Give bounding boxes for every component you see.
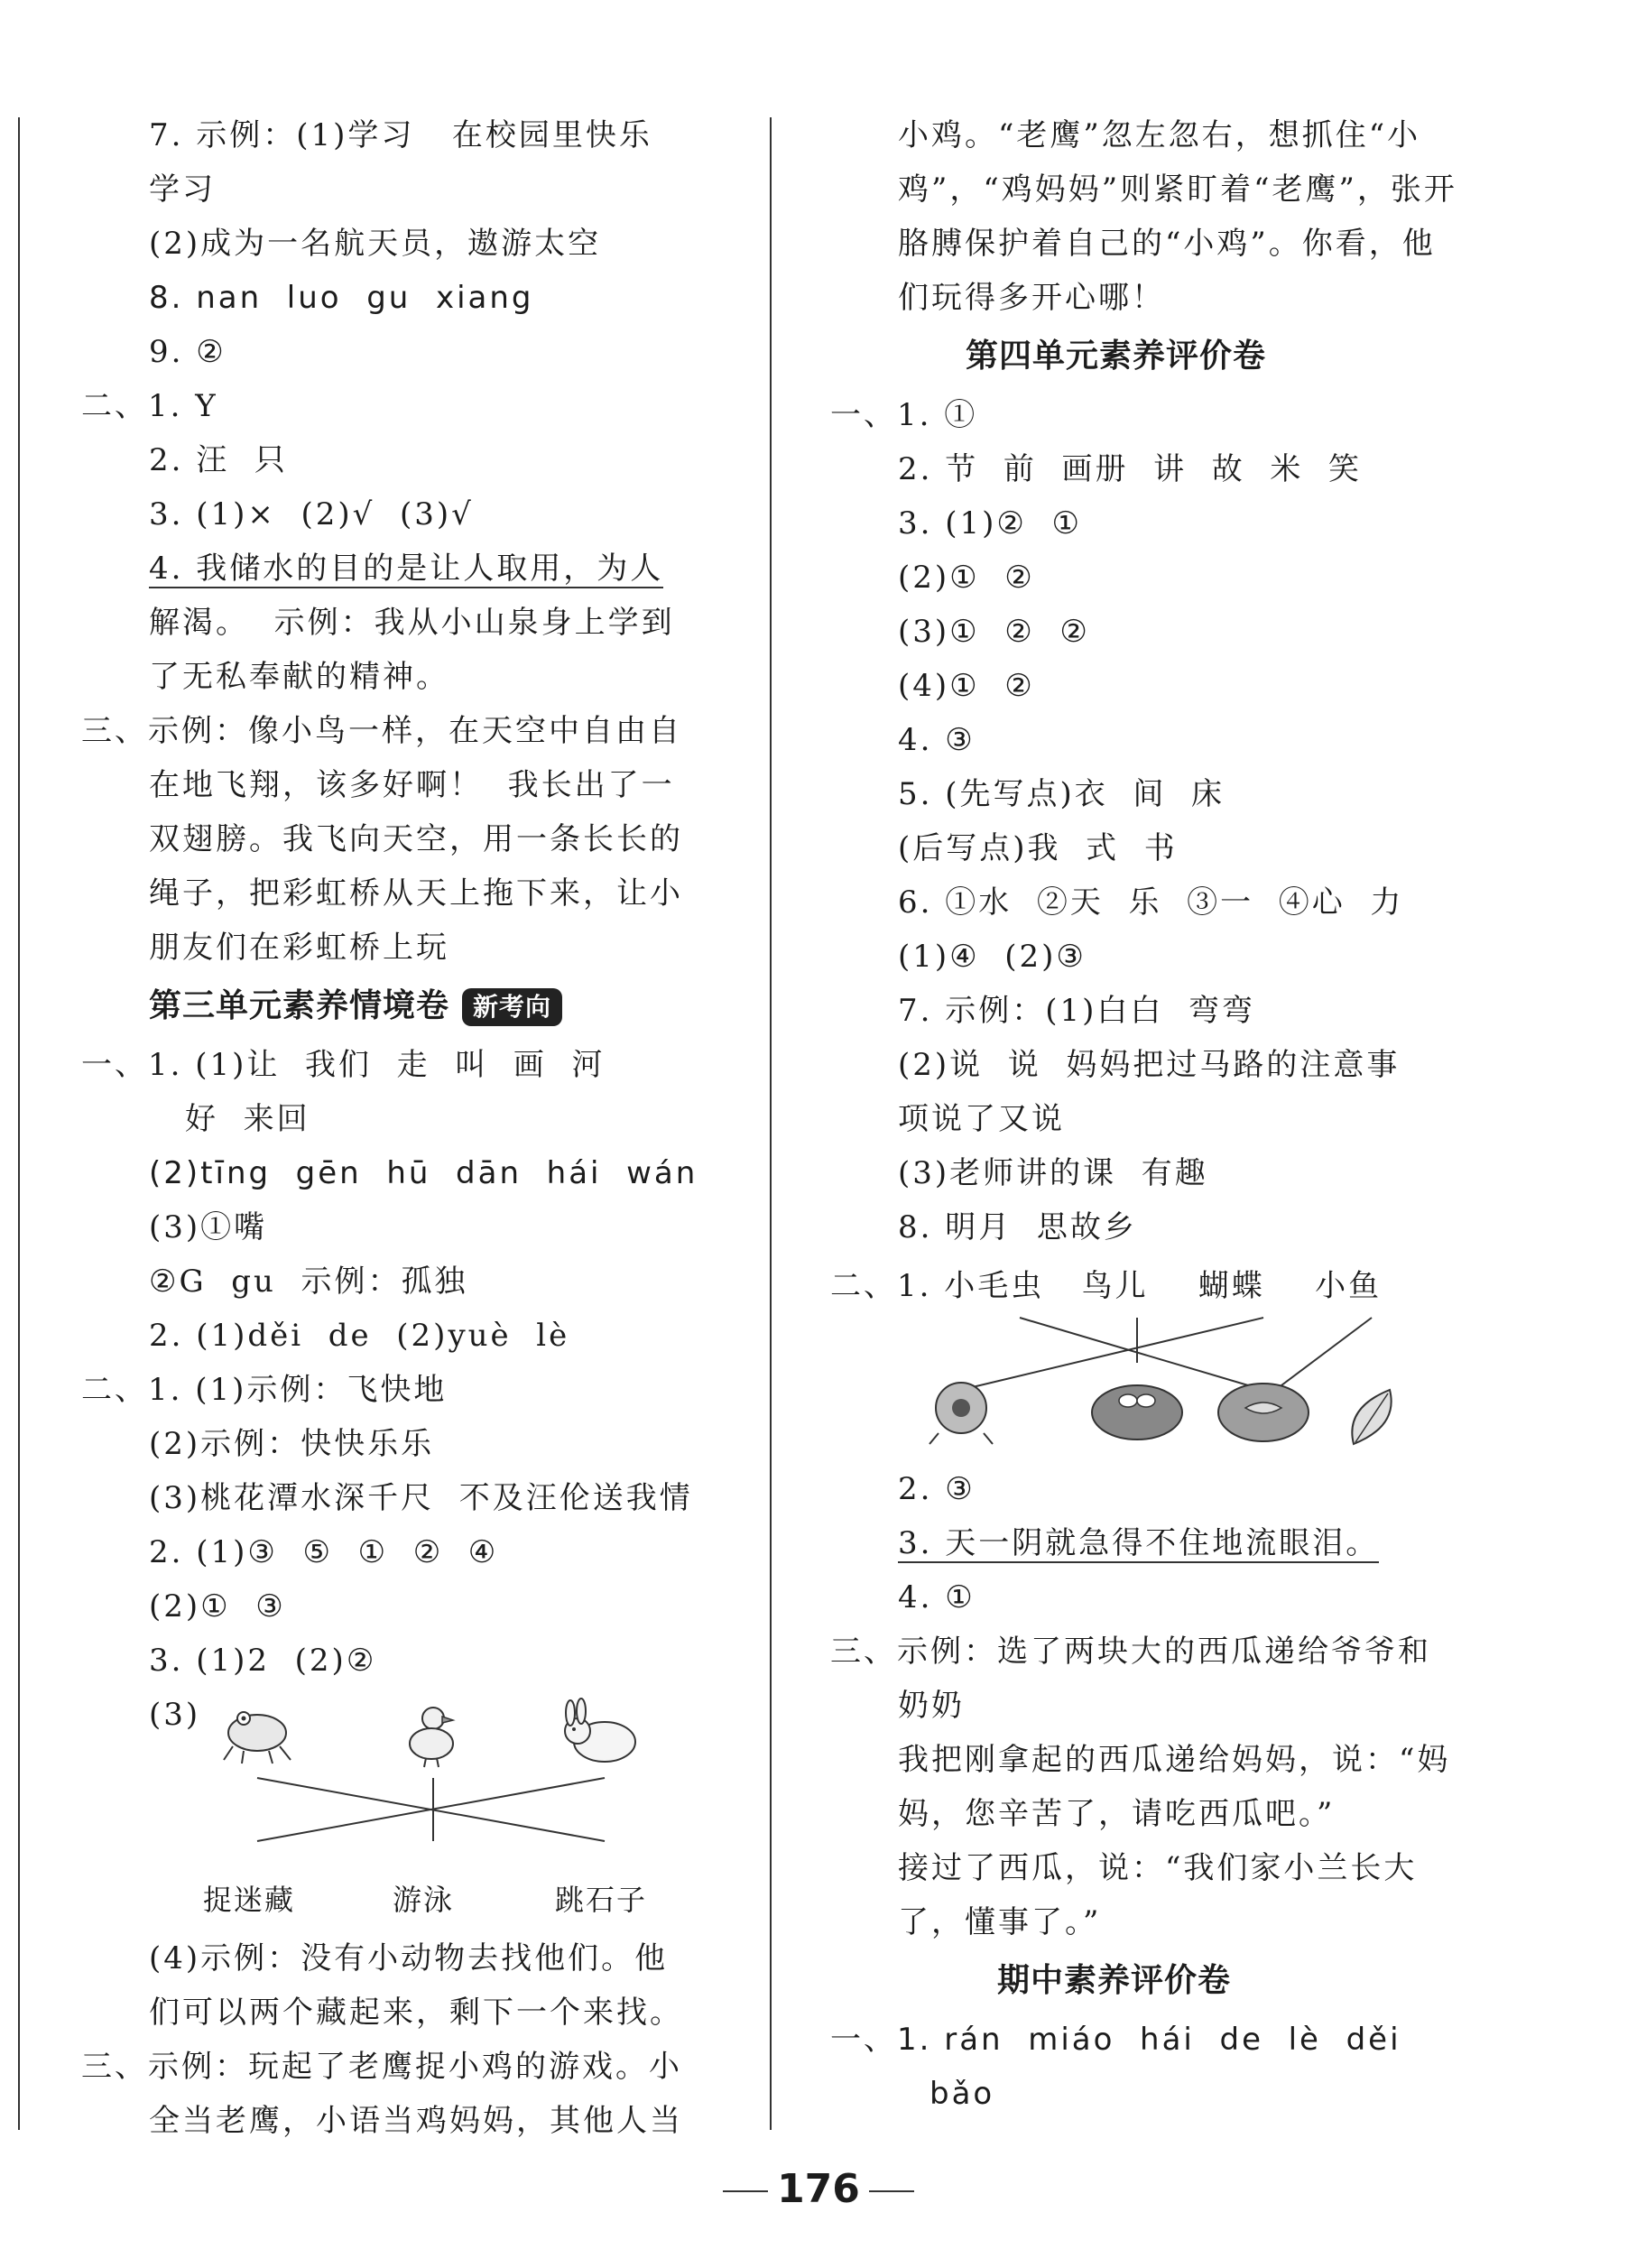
answer-line: (2)① ② (898, 560, 1035, 596)
answer-line: (2)成为一名航天员，遨游太空 (149, 226, 602, 262)
answer-line: 3. (1)2 (2)② (149, 1643, 377, 1679)
answer-line: 解渴。 示例：我从小山泉身上学到 (149, 605, 675, 641)
answer-line: (3)桃花潭水深千尺 不及汪伦送我情 (149, 1480, 693, 1516)
answer-line: 7. 示例：(1)学习 在校园里快乐 (149, 117, 652, 153)
answer-line: 胳膊保护着自己的“小鸡”。你看，他 (898, 226, 1436, 262)
answer-line: 8. nan luo gu xiang (149, 280, 534, 316)
answer-line: 2. 节 前 画册 讲 故 米 笑 (898, 451, 1362, 487)
answer-line: 了无私奉献的精神。 (149, 659, 449, 695)
underlined-answer: 4. 我储水的目的是让人取用，为人 (149, 551, 664, 587)
match-label: 跳石子 (555, 1883, 648, 1917)
new-badge: 新考向 (462, 988, 562, 1026)
answer-line: (3)① ② ② (898, 614, 1090, 650)
leaf-icon (1352, 1390, 1391, 1444)
answer-line: (3)老师讲的课 有趣 (898, 1155, 1208, 1191)
match-line (1020, 1318, 1263, 1390)
rabbit-icon (565, 1699, 635, 1762)
answer-line: 在地飞翔，该多好啊！ 我长出了一 (149, 767, 675, 803)
nest-icon (1092, 1385, 1182, 1439)
answer-line: (2)tīng gēn hū dān hái wán (149, 1155, 698, 1191)
answer-line: 6. ①水 ②天 乐 ③一 ④心 力 (898, 884, 1404, 921)
page-number-text: 176 (777, 2166, 860, 2212)
answer-line (149, 542, 663, 596)
answer-line: (1)④ (2)③ (898, 939, 1087, 975)
answer-line: bǎo (929, 2076, 995, 2112)
section-heading: 第四单元素养评价卷 (966, 338, 1267, 375)
match-label: 捉迷藏 (203, 1883, 296, 1917)
answer-line: (4)① ② (898, 668, 1035, 704)
answer-line: 了，懂事了。” (898, 1904, 1102, 1940)
match-line (961, 1318, 1263, 1390)
creature-match-diagram (920, 1318, 1426, 1453)
answer-line: (2)说 说 妈妈把过马路的注意事 (898, 1047, 1401, 1083)
animal-match-diagram (217, 1706, 650, 1886)
answer-line: 一、1. ① (830, 397, 978, 433)
flower-icon (929, 1383, 993, 1444)
answer-line: ②G gu 示例：孤独 (149, 1264, 468, 1300)
answer-line: 全当老鹰，小语当鸡妈妈，其他人当 (149, 2103, 683, 2139)
answer-line: 奶奶 (898, 1688, 965, 1724)
answer-line: 3. (1)② ① (898, 505, 1082, 542)
section-heading: 期中素养评价卷 (997, 1962, 1232, 1999)
answer-line: 接过了西瓜，说：“我们家小兰长大 (898, 1850, 1418, 1886)
answer-line: 们可以两个藏起来，剩下一个来找。 (149, 1995, 683, 2031)
answer-line: 二、1. Y (81, 388, 218, 424)
answer-line: 三、示例：玩起了老鹰捉小鸡的游戏。小 (81, 2049, 682, 2085)
underlined-answer: 3. 天一阴就急得不住地流眼泪。 (898, 1525, 1380, 1561)
answer-line: 好 来回 (185, 1101, 310, 1137)
dash-right (869, 2190, 914, 2192)
answer-line: 一、1. rán miáo hái de lè děi (830, 2022, 1401, 2058)
answer-line: 绳子，把彩虹桥从天上拖下来，让小 (149, 875, 683, 912)
answer-line: 4. ③ (898, 722, 976, 758)
duckling-icon (410, 1708, 453, 1767)
answer-line: 二、1. 小毛虫 鸟儿 蝴蝶 小鱼 (830, 1268, 1383, 1304)
dash-left (723, 2190, 768, 2192)
answer-line: (3)①嘴 (149, 1209, 268, 1245)
answer-line: 2. (1)děi de (2)yuè lè (149, 1318, 570, 1354)
answer-line: 妈，您辛苦了，请吃西瓜吧。” (898, 1796, 1336, 1832)
column-divider (770, 117, 772, 2130)
answer-line: 9. ② (149, 334, 227, 370)
answer-line: 一、1. (1)让 我们 走 叫 画 河 (81, 1047, 606, 1083)
answer-line: 二、1. (1)示例：飞快地 (81, 1372, 448, 1408)
answer-line: (后写点)我 式 书 (898, 830, 1178, 866)
answer-line: 学习 (149, 171, 216, 208)
answer-line: 4. ① (898, 1579, 976, 1615)
answer-line (898, 1516, 1379, 1570)
section-title: 第三单元素养情境卷 (149, 987, 450, 1024)
answer-line: 小鸡。“老鹰”忽左忽右，想抓住“小 (898, 117, 1421, 153)
answer-line: 5. (先写点)衣 间 床 (898, 776, 1225, 812)
fish-pond-icon (1218, 1384, 1309, 1441)
answer-line: 们玩得多开心哪！ (898, 280, 1165, 316)
answer-line: (2)① ③ (149, 1588, 286, 1625)
page-number (0, 2166, 1637, 2212)
answer-line: 三、示例：像小鸟一样，在天空中自由自 (81, 713, 682, 749)
answer-line: 2. 汪 只 (149, 442, 288, 478)
answer-line: 项说了又说 (898, 1101, 1065, 1137)
answer-line: 7. 示例：(1)白白 弯弯 (898, 993, 1256, 1029)
answer-line: 2. ③ (898, 1471, 976, 1507)
answer-line: 双翅膀。我飞向天空，用一条长长的 (149, 821, 683, 857)
frog-icon (224, 1712, 291, 1763)
answer-line: 鸡”，“鸡妈妈”则紧盯着“老鹰”，张开 (898, 171, 1457, 208)
answer-line: 我把刚拿起的西瓜递给妈妈，说：“妈 (898, 1742, 1451, 1778)
answer-line: (4)示例：没有小动物去找他们。他 (149, 1940, 669, 1976)
section-heading (149, 979, 562, 1033)
answer-line: 8. 明月 思故乡 (898, 1209, 1137, 1245)
answer-line: (2)示例：快快乐乐 (149, 1426, 435, 1462)
answer-line: 3. (1)× (2)√ (3)√ (149, 496, 474, 532)
answer-line: 2. (1)③ ⑤ ① ② ④ (149, 1534, 499, 1570)
left-margin-rule (18, 117, 20, 2130)
match-label: 游泳 (393, 1883, 455, 1917)
answer-line: 朋友们在彩虹桥上玩 (149, 930, 449, 966)
answer-line: 三、示例：选了两块大的西瓜递给爷爷和 (830, 1634, 1431, 1670)
answer-line: (3) (149, 1697, 201, 1733)
